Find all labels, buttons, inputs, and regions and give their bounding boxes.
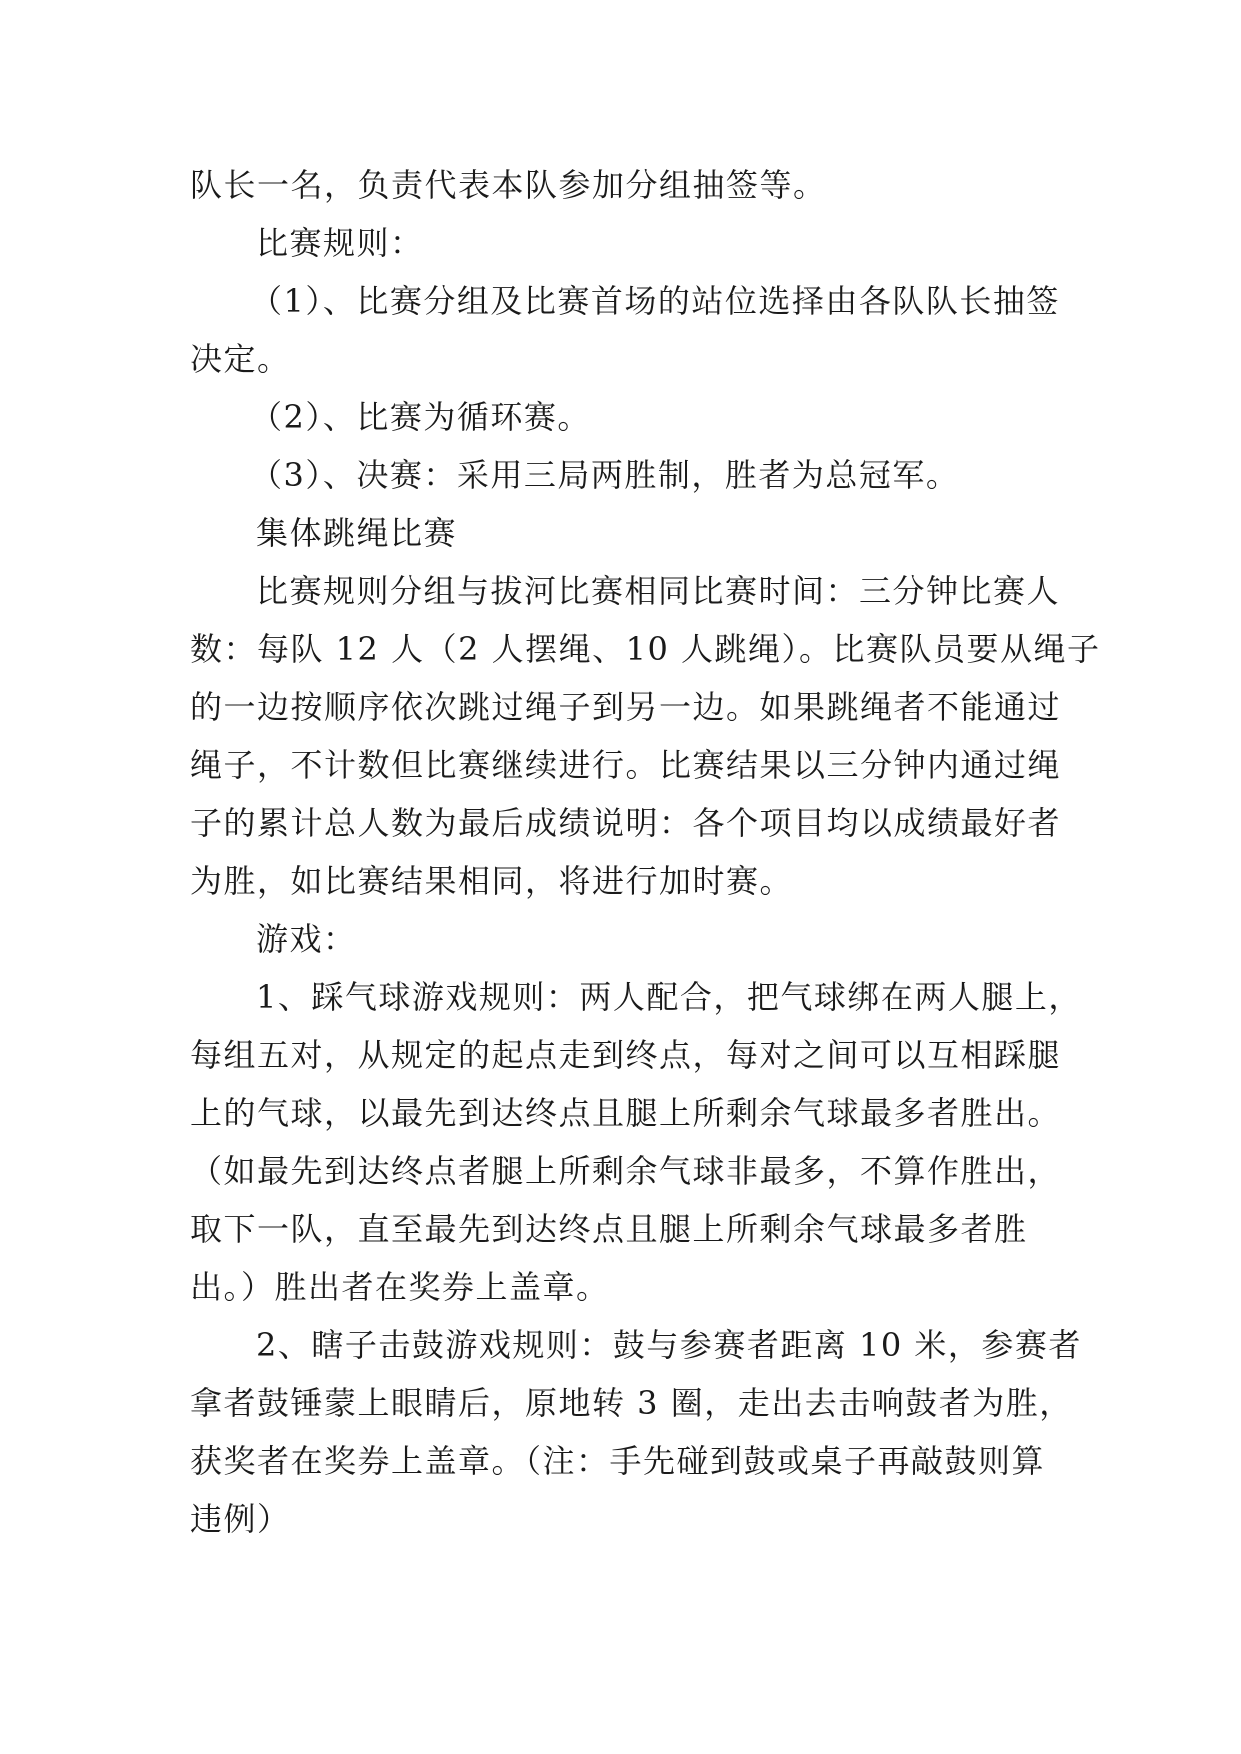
document-body	[190, 156, 1101, 1548]
paragraph-line: 为胜，如比赛结果相同，将进行加时赛。	[190, 862, 794, 900]
game-item-2: 2、瞎子击鼓游戏规则：鼓与参赛者距离 10 米，参赛者	[256, 1326, 1082, 1364]
paragraph-line: （如最先到达终点者腿上所剩余气球非最多，不算作胜出，	[190, 1152, 1062, 1190]
paragraph-line: 子的累计总人数为最后成绩说明：各个项目均以成绩最好者	[190, 804, 1062, 842]
rule-item-3: （3）、决赛：采用三局两胜制，胜者为总冠军。	[250, 456, 960, 494]
paragraph-line: 数：每队 12 人（2 人摆绳、10 人跳绳）。比赛队员要从绳子	[190, 630, 1101, 668]
paragraph-line: 决定。	[190, 340, 291, 378]
paragraph-line: 拿者鼓锤蒙上眼睛后，原地转 3 圈，走出去击响鼓者为胜，	[190, 1384, 1073, 1422]
paragraph-line: 每组五对，从规定的起点走到终点，每对之间可以互相踩腿	[190, 1036, 1062, 1074]
paragraph-line: 绳子，不计数但比赛继续进行。比赛结果以三分钟内通过绳	[190, 746, 1062, 784]
paragraph-line: 取下一队，直至最先到达终点且腿上所剩余气球最多者胜	[190, 1210, 1028, 1248]
rule-item-1: （1）、比赛分组及比赛首场的站位选择由各队队长抽签	[250, 282, 1060, 320]
paragraph-line: 上的气球，以最先到达终点且腿上所剩余气球最多者胜出。	[190, 1094, 1062, 1132]
game-item-1: 1、踩气球游戏规则：两人配合，把气球绑在两人腿上，	[256, 978, 1082, 1016]
section-heading-jump-rope: 集体跳绳比赛	[256, 514, 458, 552]
paragraph-line: 比赛规则分组与拔河比赛相同比赛时间：三分钟比赛人	[256, 572, 1061, 610]
paragraph-line: 的一边按顺序依次跳过绳子到另一边。如果跳绳者不能通过	[190, 688, 1062, 726]
paragraph-line: 队长一名，负责代表本队参加分组抽签等。	[190, 166, 827, 204]
paragraph-line: 违例）	[190, 1500, 291, 1538]
paragraph-line: 获奖者在奖券上盖章。（注：手先碰到鼓或桌子再敲鼓则算	[190, 1442, 1046, 1480]
section-heading-rules: 比赛规则：	[256, 224, 424, 262]
section-heading-games: 游戏：	[256, 920, 357, 958]
rule-item-2: （2）、比赛为循环赛。	[250, 398, 591, 436]
paragraph-line: 出。）胜出者在奖券上盖章。	[190, 1268, 610, 1306]
